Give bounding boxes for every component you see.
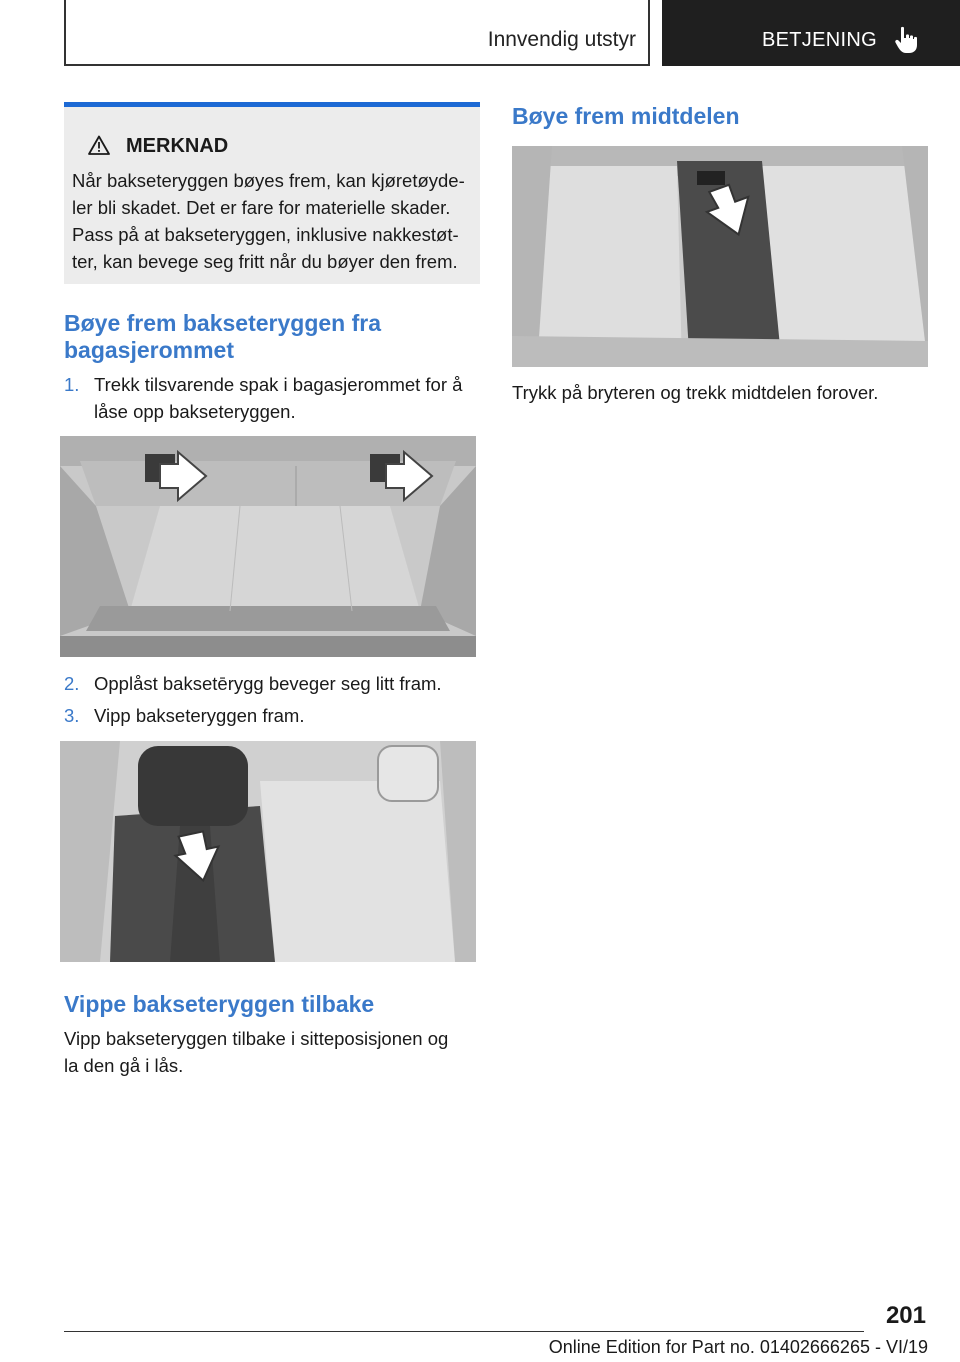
note-heading [88,135,228,158]
section-paragraph [64,1025,480,1079]
note-line: Pass på at bakseteryggen, inklusive nakkestøt‐ [72,224,459,245]
step-text [94,702,304,729]
center-section-photo [512,146,928,367]
header-section-title: Innvendig utstyr [487,28,636,51]
note-line: Når bakseteryggen bøyes frem, kan kjøretøyde‐ [72,170,465,191]
note-line: ler bli skadet. Det er fare for materielle skader. [72,197,451,218]
step-item [64,670,480,697]
warning-triangle-icon [88,135,110,155]
section-heading-fold-back [64,991,374,1018]
step-text [94,670,442,697]
note-title: MERKNAD [126,135,229,157]
paragraph-line: Vipp bakseteryggen tilbake i sitteposisjonen og [64,1028,449,1049]
section-paragraph [512,379,928,406]
header-section-box [64,0,650,66]
header-chapter-label: BETJENING [762,29,877,51]
heading-line: bagasjerommet [64,337,235,363]
step-number: 3. [64,705,80,726]
step-number: 2. [64,673,80,694]
warning-note-box [64,102,480,284]
step-line: Opplåst baksetērygg beveger seg litt fram. [94,673,442,694]
heading-line: Bøye frem midtdelen [512,103,740,129]
section-heading-fold-from-trunk [64,310,381,364]
page-number: 201 [885,1302,926,1329]
section-heading-fold-center [512,103,740,130]
paragraph-line: la den gå i lås. [64,1055,184,1076]
heading-line: Bøye frem bakseteryggen fra [64,310,382,336]
footer-divider [64,1331,864,1332]
step-item [64,702,480,729]
paragraph-line: Trykk på bryteren og trekk midtdelen forover. [512,382,879,403]
step-line: Vipp bakseteryggen fram. [94,705,305,726]
header-chapter-tab [662,0,960,66]
step-line: låse opp bakseteryggen. [94,401,296,422]
step-text [94,371,462,425]
note-line: ter, kan bevege seg fritt når du bøyer den frem. [72,251,458,272]
step-item [64,371,480,425]
trunk-release-levers-photo [60,436,476,657]
note-body [72,167,476,275]
rear-seat-fold-photo [60,741,476,962]
pointing-hand-icon [892,25,922,55]
footer-edition: Online Edition for Part no. 01402666265 - VI/19 [548,1337,928,1357]
step-line: Trekk tilsvarende spak i bagasjerommet for å [94,374,463,395]
step-number: 1. [64,374,80,395]
heading-line: Vippe bakseteryggen tilbake [64,991,375,1017]
